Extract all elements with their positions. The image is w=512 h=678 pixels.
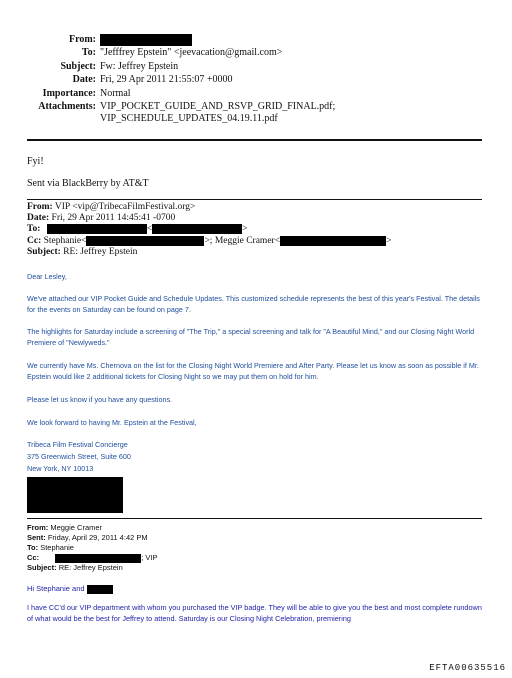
date-label: Date: bbox=[72, 74, 96, 85]
msg3-sent-value: Friday, April 29, 2011 4:42 PM bbox=[47, 533, 148, 542]
msg2-date-label: Date: bbox=[27, 213, 50, 223]
msg3-cc-redaction bbox=[55, 554, 141, 563]
msg2-to-sep-1: < bbox=[146, 224, 153, 235]
attachments-label: Attachments: bbox=[38, 101, 96, 112]
msg2-subject-label: Subject: bbox=[27, 247, 61, 257]
msg2-from-label: From: bbox=[27, 202, 53, 212]
msg2-date-value: Fri, 29 Apr 2011 14:45:41 -0700 bbox=[51, 213, 176, 223]
greeting: Dear Lesley, bbox=[27, 272, 67, 281]
forward-divider bbox=[27, 199, 482, 200]
msg2-from-row bbox=[27, 202, 195, 212]
msg2-to-label: To: bbox=[27, 224, 41, 235]
msg2-to-redaction-2 bbox=[152, 224, 242, 234]
msg3-greeting-redaction bbox=[87, 585, 113, 594]
msg3-to-label: To: bbox=[27, 543, 39, 552]
attachment-1[interactable]: VIP_POCKET_GUIDE_AND_RSVP_GRID_FINAL.pdf; bbox=[100, 101, 336, 112]
msg2-cc-redaction-1 bbox=[86, 236, 204, 246]
msg3-cc-value: ; VIP bbox=[141, 553, 158, 562]
msg2-cc-row bbox=[27, 236, 391, 246]
msg3-paragraph-1: I have CC'd our VIP department with whom you purchased the VIP badge. They will be able to give you the best and most complete rundown of what would be the best for Jeffrey to attend. Saturday is our Closing Night Celebration, premiering bbox=[27, 603, 482, 623]
body-paragraph-4: Please let us know if you have any questions. bbox=[27, 395, 173, 404]
msg3-from-value: Meggie Cramer bbox=[50, 523, 103, 532]
msg3-sent-label: Sent: bbox=[27, 533, 46, 542]
from-redaction bbox=[100, 34, 192, 46]
subject-value: Fw: Jeffrey Epstein bbox=[100, 61, 179, 72]
msg3-greeting: Hi Stephanie and bbox=[27, 584, 85, 593]
msg3-cc-row bbox=[27, 553, 157, 563]
msg2-to-redaction-1 bbox=[47, 224, 147, 234]
sent-via-text: Sent via BlackBerry by AT&T bbox=[27, 178, 149, 189]
msg3-from-label: From: bbox=[27, 523, 49, 532]
msg2-cc-name-1: Stephanie< bbox=[43, 236, 87, 247]
signature-redaction bbox=[27, 477, 123, 513]
signature-line-1: Tribeca Film Festival Concierge bbox=[27, 440, 128, 449]
msg2-cc-mid: >; Meggie Cramer< bbox=[204, 236, 281, 247]
body-paragraph-3: We currently have Ms. Chernova on the list for the Closing Night World Premiere and After Party. Please let us know as soon as possible if Mr. Epstein would like 2 additional tickets for Closing Night so we may put them on hold for him. bbox=[27, 361, 479, 381]
subject-label: Subject: bbox=[60, 61, 96, 72]
msg2-cc-redaction-2 bbox=[280, 236, 386, 246]
importance-label: Importance: bbox=[42, 88, 96, 99]
msg2-cc-end: > bbox=[386, 236, 392, 247]
msg3-subject-value: RE: Jeffrey Epstein bbox=[58, 563, 123, 572]
msg2-cc-label: Cc: bbox=[27, 236, 42, 247]
msg2-from-value: VIP <vip@TribecaFilmFestival.org> bbox=[54, 202, 196, 212]
date-value: Fri, 29 Apr 2011 21:55:07 +0000 bbox=[100, 74, 233, 85]
msg3-subject-row bbox=[27, 563, 123, 572]
msg3-sent-row bbox=[27, 533, 148, 542]
msg2-subject-value: RE: Jeffrey Epstein bbox=[63, 247, 138, 257]
msg3-cc-label: Cc: bbox=[27, 553, 40, 562]
msg3-to-row bbox=[27, 543, 74, 552]
to-value: "Jefffrey Epstein" <jeevacation@gmail.com> bbox=[100, 47, 283, 58]
fyi-text: Fyi! bbox=[27, 156, 44, 167]
body-paragraph-2: The highlights for Saturday include a screening of "The Trip," a special screening and talk for "A Beautiful Mind," and our Closing Night World Premiere of "Newlyweds." bbox=[27, 327, 475, 347]
msg2-to-sep-2: > bbox=[242, 224, 248, 235]
msg3-subject-label: Subject: bbox=[27, 563, 57, 572]
msg3-divider bbox=[27, 518, 482, 519]
body-paragraph-5: We look forward to having Mr. Epstein at the Festival, bbox=[27, 418, 197, 427]
body-paragraph-1: We've attached our VIP Pocket Guide and Schedule Updates. This customized schedule represents the best of this year's Festival. The details for the events on Saturday can be found on page 7. bbox=[27, 294, 480, 314]
signature-line-2: 375 Greenwich Street, Suite 600 bbox=[27, 452, 131, 461]
msg2-to-row bbox=[27, 224, 247, 234]
signature-line-3: New York, NY 10013 bbox=[27, 464, 94, 473]
attachment-2[interactable]: VIP_SCHEDULE_UPDATES_04.19.11.pdf bbox=[100, 113, 278, 124]
bates-number: EFTA00635516 bbox=[429, 663, 506, 673]
to-label: To: bbox=[81, 47, 96, 58]
header-divider bbox=[27, 139, 482, 141]
msg3-to-value: Stephanie bbox=[40, 543, 74, 552]
importance-value: Normal bbox=[100, 88, 131, 99]
msg2-date-row bbox=[27, 213, 175, 223]
msg3-from-row bbox=[27, 523, 102, 532]
msg3-greeting-row bbox=[27, 584, 113, 594]
msg2-subject-row bbox=[27, 247, 137, 257]
from-label: From: bbox=[68, 34, 96, 45]
